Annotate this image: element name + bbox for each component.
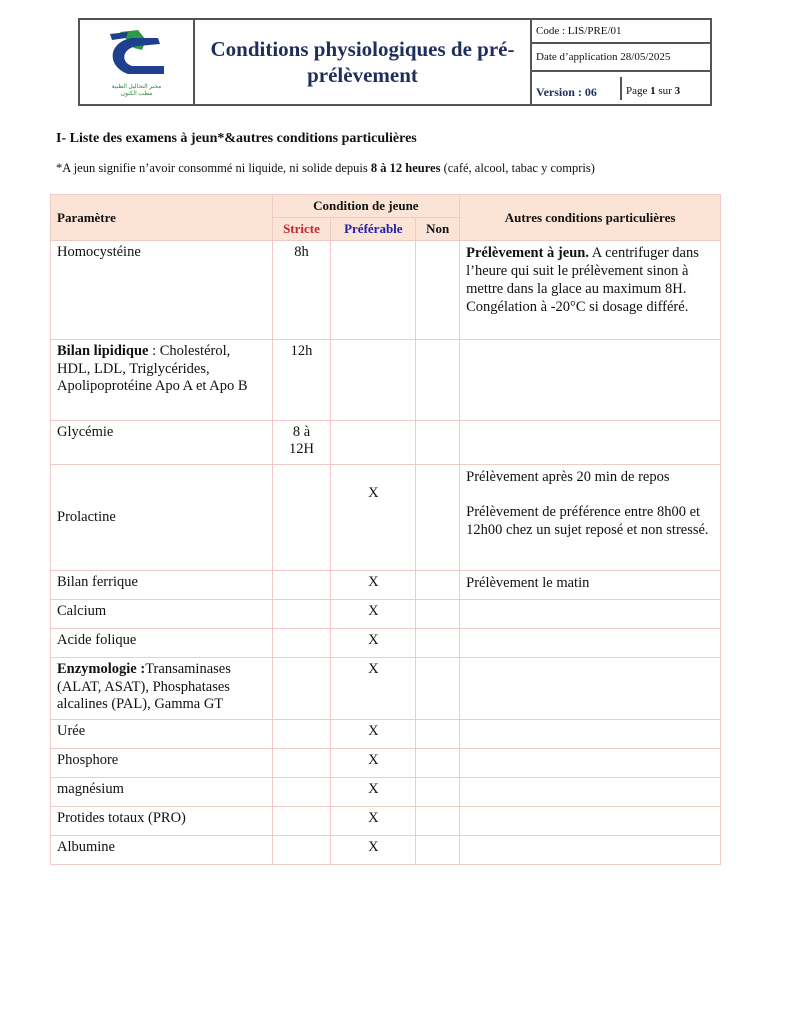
preferable-cell: X xyxy=(331,465,416,571)
param-text: Urée xyxy=(57,723,86,739)
logo-caption-line2: مطب الكتون xyxy=(120,91,153,97)
page-prefix: Page xyxy=(626,85,651,97)
page-current: 1 xyxy=(650,85,656,97)
param-text: Bilan ferrique xyxy=(57,574,138,590)
stricte-cell xyxy=(272,600,331,629)
logo xyxy=(80,20,195,104)
logo-caption-line1: مخبر التحاليل الطبية xyxy=(111,84,162,91)
non-cell xyxy=(416,778,460,807)
non-cell xyxy=(416,340,460,421)
stricte-value: 8 à 12H xyxy=(288,424,314,458)
note-bold: 8 à 12 heures xyxy=(370,161,441,175)
stricte-cell xyxy=(272,421,331,465)
param-cell xyxy=(51,836,273,865)
param-bold: Enzymologie : xyxy=(57,661,146,677)
table-row xyxy=(51,720,721,749)
preferable-cell: X xyxy=(331,807,416,836)
section-title: I- Liste des examens à jeun*&autres conditions particulières xyxy=(56,131,417,146)
header-parametre: Paramètre xyxy=(51,195,273,241)
non-cell xyxy=(416,600,460,629)
document-code: Code : LIS/PRE/01 xyxy=(532,20,710,44)
non-cell xyxy=(416,836,460,865)
param-cell xyxy=(51,629,273,658)
autres-cell xyxy=(460,836,721,865)
stricte-cell xyxy=(272,807,331,836)
preferable-cell: X xyxy=(331,571,416,600)
note-suffix: (café, alcool, tabac y compris) xyxy=(440,161,595,175)
version-label: Version : 06 xyxy=(532,77,622,100)
param-text: Transaminases (ALAT, ASAT), Phosphatases alcalines (PAL), Gamma GT xyxy=(57,661,231,713)
header-non: Non xyxy=(416,218,460,241)
autres-text-2: Prélèvement de préférence entre 8h00 et 12h00 chez un sujet reposé et non stressé. xyxy=(466,504,709,539)
non-cell xyxy=(416,749,460,778)
param-cell xyxy=(51,600,273,629)
param-text: Albumine xyxy=(57,839,115,855)
header-condition: Condition de jeune xyxy=(272,195,460,218)
stricte-cell: 8h xyxy=(272,241,331,340)
param-bold: Bilan lipidique xyxy=(57,343,149,359)
table-row xyxy=(51,571,721,600)
table-row xyxy=(51,241,721,340)
autres-cell xyxy=(460,778,721,807)
autres-cell xyxy=(460,749,721,778)
page-total: 3 xyxy=(674,85,681,97)
param-text: : Cholestérol, HDL, LDL, Triglycérides, Apolipoprotéine Apo A et Apo B xyxy=(57,343,248,395)
autres-cell: Prélèvement le matin xyxy=(460,571,721,600)
preferable-cell xyxy=(331,340,416,421)
preferable-cell: X xyxy=(331,836,416,865)
preferable-cell: X xyxy=(331,778,416,807)
autres-cell xyxy=(460,600,721,629)
application-date: Date d’application 28/05/2025 xyxy=(532,44,710,72)
table-row xyxy=(51,629,721,658)
param-cell xyxy=(51,340,273,421)
preferable-cell: X xyxy=(331,749,416,778)
table-row xyxy=(51,658,721,720)
page-indicator xyxy=(622,79,710,97)
preferable-cell: X xyxy=(331,720,416,749)
autres-cell xyxy=(460,340,721,421)
stricte-cell xyxy=(272,749,331,778)
stricte-cell xyxy=(272,465,331,571)
param-cell xyxy=(51,421,273,465)
non-cell xyxy=(416,658,460,720)
document-meta xyxy=(532,20,710,104)
table-row xyxy=(51,778,721,807)
note-prefix: *A jeun signifie n’avoir consommé ni liquide, ni solide depuis xyxy=(56,161,371,175)
non-cell xyxy=(416,465,460,571)
autres-cell xyxy=(460,720,721,749)
autres-bold: Prélèvement à jeun. xyxy=(466,245,589,261)
page-sep: sur xyxy=(655,85,675,97)
document-header xyxy=(78,18,712,106)
document-title-line2: prélèvement xyxy=(307,63,418,87)
param-text: Homocystéine xyxy=(57,244,141,260)
param-text: Glycémie xyxy=(57,424,114,440)
non-cell xyxy=(416,421,460,465)
param-cell xyxy=(51,571,273,600)
logo-caption xyxy=(112,84,162,97)
autres-cell xyxy=(460,421,721,465)
param-cell xyxy=(51,720,273,749)
non-cell xyxy=(416,241,460,340)
preferable-cell: X xyxy=(331,600,416,629)
stricte-cell xyxy=(272,629,331,658)
autres-cell xyxy=(460,465,721,571)
non-cell xyxy=(416,807,460,836)
preferable-cell: X xyxy=(331,629,416,658)
autres-cell xyxy=(460,658,721,720)
table-row xyxy=(51,600,721,629)
param-text: Protides totaux (PRO) xyxy=(57,810,186,826)
param-text: Calcium xyxy=(57,603,107,619)
autres-cell xyxy=(460,807,721,836)
header-stricte: Stricte xyxy=(272,218,331,241)
preferable-cell xyxy=(331,421,416,465)
autres-cell xyxy=(460,629,721,658)
stricte-cell xyxy=(272,720,331,749)
lab-logo-icon xyxy=(98,26,176,82)
non-cell xyxy=(416,720,460,749)
autres-text: Prélèvement après 20 min de repos xyxy=(466,469,670,485)
document-title-line1: Conditions physiologiques de pré- xyxy=(210,36,515,61)
param-cell xyxy=(51,465,273,571)
header-autres: Autres conditions particulières xyxy=(460,195,721,241)
param-text: Acide folique xyxy=(57,632,137,648)
fasting-note xyxy=(56,161,595,176)
param-text: Phosphore xyxy=(57,752,119,768)
non-cell xyxy=(416,571,460,600)
stricte-cell xyxy=(272,571,331,600)
document-title xyxy=(195,20,532,104)
table-row xyxy=(51,340,721,421)
table-row xyxy=(51,421,721,465)
stricte-cell: 12h xyxy=(272,340,331,421)
autres-text: A centrifuger dans l’heure qui suit le prélèvement sinon à mettre dans la glace au maximum 8H. Congélation à -20°C si dosage différé. xyxy=(466,245,699,316)
stricte-cell xyxy=(272,658,331,720)
param-cell xyxy=(51,658,273,720)
table-row xyxy=(51,807,721,836)
param-text: magnésium xyxy=(57,781,124,797)
table-row xyxy=(51,749,721,778)
autres-cell xyxy=(460,241,721,340)
param-cell xyxy=(51,749,273,778)
preferable-cell xyxy=(331,241,416,340)
stricte-cell xyxy=(272,836,331,865)
table-row xyxy=(51,836,721,865)
table-row xyxy=(51,465,721,571)
param-text: Prolactine xyxy=(57,508,116,525)
param-cell xyxy=(51,778,273,807)
header-preferable: Préférable xyxy=(331,218,416,241)
exams-table xyxy=(50,194,721,865)
preferable-cell: X xyxy=(331,658,416,720)
stricte-cell xyxy=(272,778,331,807)
param-cell xyxy=(51,241,273,340)
param-cell xyxy=(51,807,273,836)
non-cell xyxy=(416,629,460,658)
